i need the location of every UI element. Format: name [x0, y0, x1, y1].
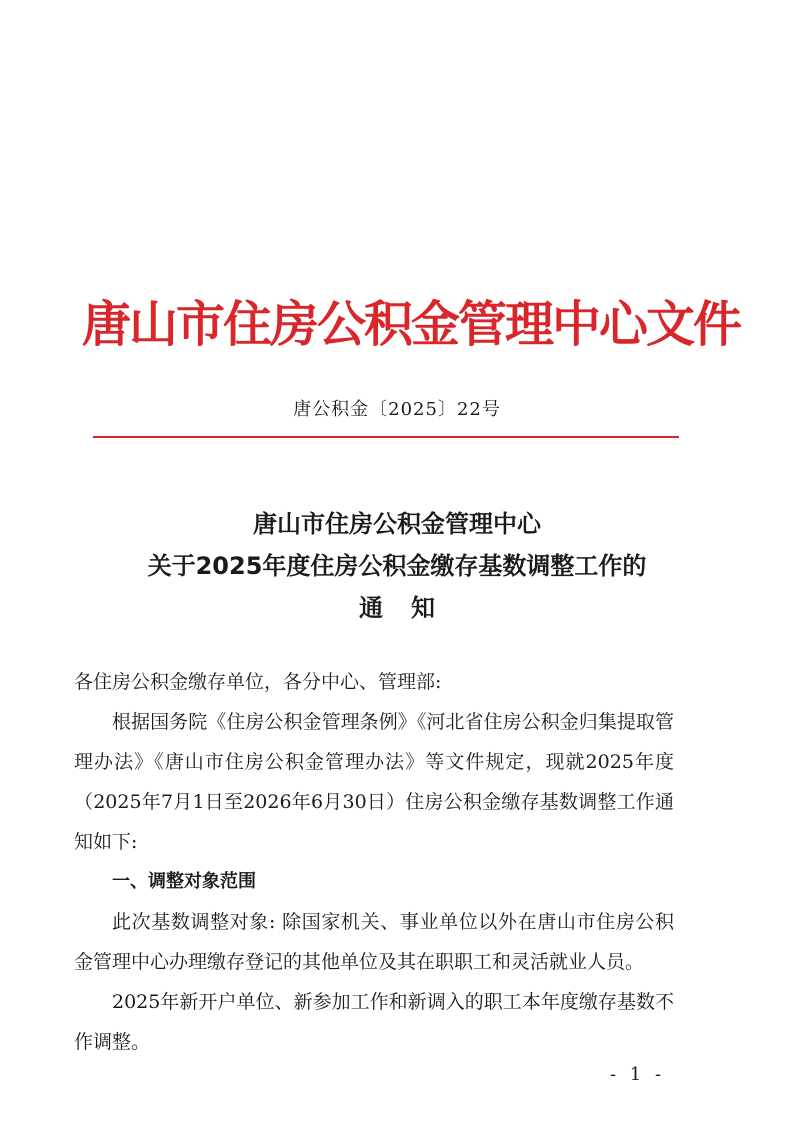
document-number: 唐公积金〔2025〕22号 [293, 399, 501, 420]
paragraph-1: 根据国务院《住房公积金管理条例》《河北省住房公积金归集提取管理办法》《唐山市住房公积金管理办法》等文件规定，现就2025年度（2025年7月1日至2026年6月30日）住房公积金缴存基数调整工作通知如下: [74, 711, 674, 853]
title-line-3: 通知 [359, 594, 463, 622]
title-line-1: 唐山市住房公积金管理中心 [253, 510, 541, 538]
red-divider [93, 436, 679, 438]
title-line-2: 关于2025年度住房公积金缴存基数调整工作的 [147, 552, 647, 580]
page-number: - 1 - [610, 1064, 666, 1085]
paragraph-3: 2025年新开户单位、新参加工作和新调入的职工本年度缴存基数不作调整。 [74, 991, 674, 1053]
section-1-heading: 一、调整对象范围 [112, 871, 256, 892]
salutation: 各住房公积金缴存单位，各分中心、管理部: [74, 671, 442, 693]
document-body [74, 662, 674, 1062]
paragraph-2: 此次基数调整对象: 除国家机关、事业单位以外在唐山市住房公积金管理中心办理缴存登记的其他单位及其在职职工和灵活就业人员。 [74, 911, 674, 973]
document-title [40, 503, 754, 629]
issuer-banner: 唐山市住房公积金管理中心文件 [82, 296, 741, 353]
